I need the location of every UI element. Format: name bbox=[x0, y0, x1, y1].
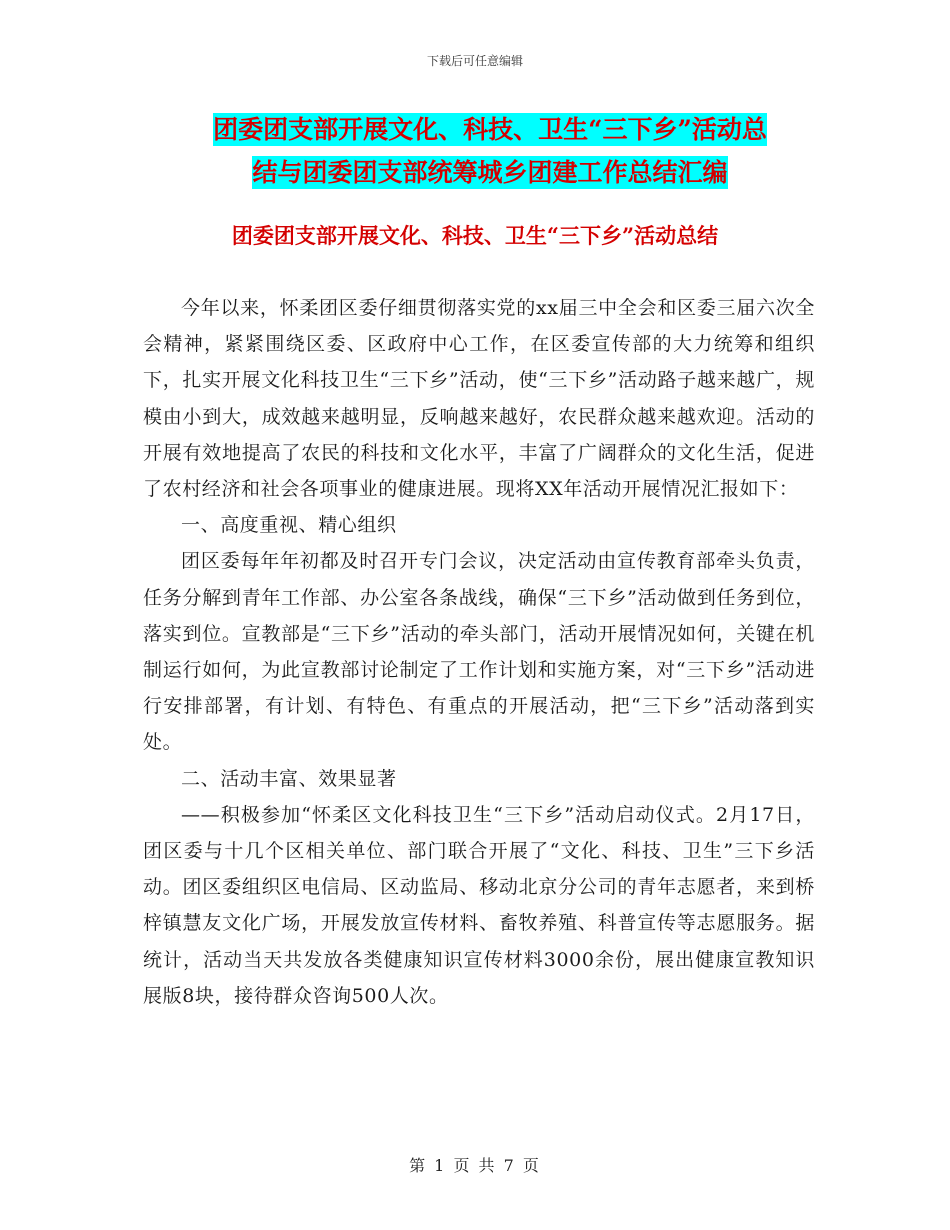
page-header-note: 下载后可任意编辑 bbox=[426, 54, 523, 68]
paragraph-section-2: ——积极参加“怀柔区文化科技卫生“三下乡”活动启动仪式。2月17日，团区委与十几个区相关单位、部门联合开展了“文化、科技、卫生”三下乡活动。团区委组织区电信局、区动监局、移动北京分公司的青年志愿者，来到桥梓镇慧友文化广场，开展发放宣传材料、畜牧养殖、科普宣传等志愿服务。据统计，活动当天共发放各类健康知识宣传材料3000余份，展出健康宣教知识展版8块，接待群众咨询500人次。 bbox=[143, 803, 815, 1007]
page-number: 第 1 页 共 7 页 bbox=[409, 1156, 541, 1175]
paragraph-intro: 今年以来，怀柔团区委仔细贯彻落实党的xx届三中全会和区委三届六次全会精神，紧紧围绕区委、区政府中心工作，在区委宣传部的大力统筹和组织下，扎实开展文化科技卫生“三下乡”活动，使“三下乡”活动路子越来越广，规模由小到大，成效越来越明显，反响越来越好，农民群众越来越欢迎。活动的开展有效地提高了农民的科技和文化水平，丰富了广阔群众的文化生活，促进了农村经济和社会各项事业的健康进展。现将XX年活动开展情况汇报如下： bbox=[143, 297, 815, 501]
heading-section-2: 二、活动丰富、效果显著 bbox=[181, 767, 397, 790]
document-body bbox=[143, 290, 815, 1014]
document-title-line-1: 团委团支部开展文化、科技、卫生“三下乡”活动总 bbox=[213, 115, 767, 144]
heading-section-1: 一、高度重视、精心组织 bbox=[181, 514, 397, 537]
paragraph-section-1: 团区委每年年初都及时召开专门会议，决定活动由宣传教育部牵头负责，任务分解到青年工作部、办公室各条战线，确保“三下乡”活动做到任务到位，落实到位。宣教部是“三下乡”活动的牵头部门，活动开展情况如何，关键在机制运行如何，为此宣教部讨论制定了工作计划和实施方案，对“三下乡”活动进行安排部署，有计划、有特色、有重点的开展活动，把“三下乡”活动落到实处。 bbox=[143, 550, 815, 754]
document-title bbox=[150, 108, 830, 194]
document-title-line-2: 结与团委团支部统筹城乡团建工作总结汇编 bbox=[252, 158, 728, 187]
section-title: 团委团支部开展文化、科技、卫生“三下乡”活动总结 bbox=[231, 223, 719, 248]
